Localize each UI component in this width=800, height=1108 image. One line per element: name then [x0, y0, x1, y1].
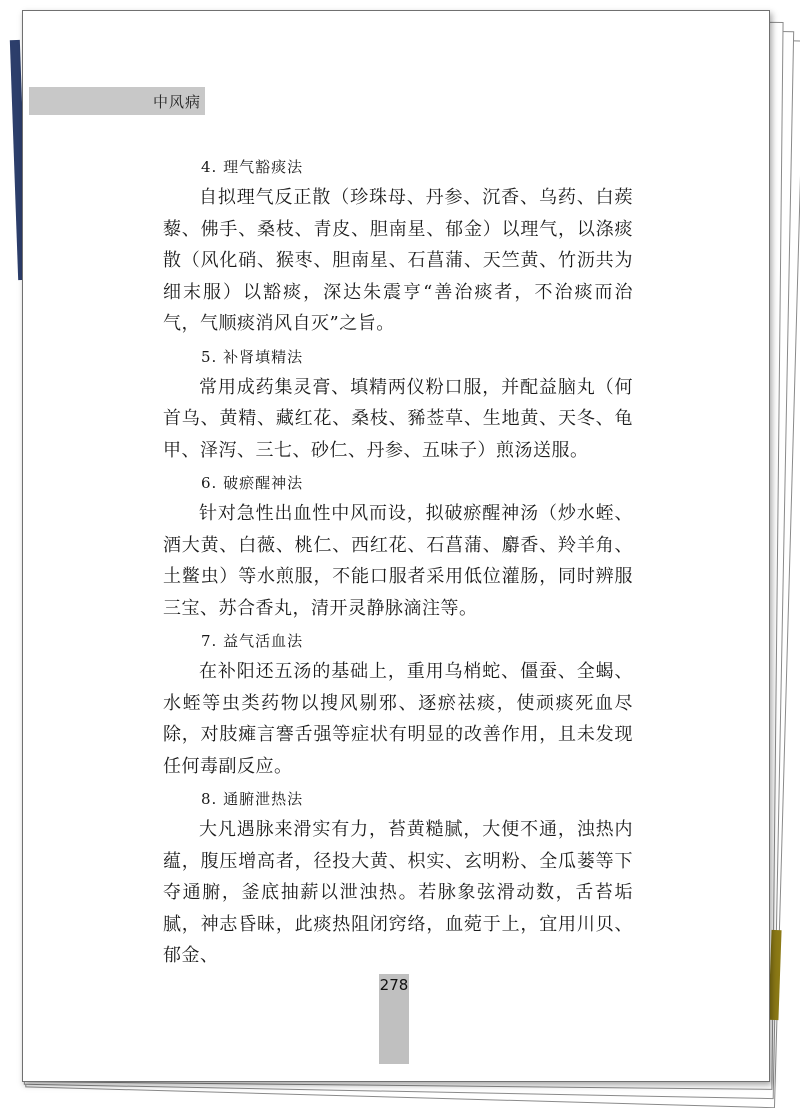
section-heading: 8. 通腑泄热法	[201, 790, 304, 808]
section-heading: 5. 补肾填精法	[201, 347, 304, 366]
chapter-title: 中风病	[152, 93, 201, 111]
section-paragraph: 针对急性出血性中风而设，拟破瘀醒神汤（炒水蛭、酒大黄、白薇、桃仁、西红花、石菖蒲、麝香、羚羊角、土鳖虫）等水煎服，不能口服者采用低位灌肠，同时辨服三宝、苏合香丸，清开灵静脉滴注等。	[163, 503, 633, 619]
page-number-tab	[379, 974, 409, 1064]
section-heading: 7. 益气活血法	[201, 632, 304, 650]
page-number: 278	[379, 976, 409, 994]
section-paragraph: 常用成药集灵膏、填精两仪粉口服，并配益脑丸（何首乌、黄精、藏红花、桑枝、豨莶草、生地黄、天冬、龟甲、泽泻、三七、砂仁、丹参、五味子）煎汤送服。	[163, 376, 633, 461]
section-paragraph: 大凡遇脉来滑实有力，苔黄糙腻，大便不通，浊热内蕴，腹压增高者，径投大黄、枳实、玄明粉、全瓜蒌等下夺通腑，釜底抽薪以泄浊热。若脉象弦滑动数，舌苔垢腻，神志昏昧，此痰热阻闭窍络，血菀于上，宜用川贝、郁金、	[163, 819, 633, 966]
section-paragraph: 自拟理气反正散（珍珠母、丹参、沉香、乌药、白蒺藜、佛手、桑枝、青皮、胆南星、郁金）以理气，以涤痰散（风化硝、猴枣、胆南星、石菖蒲、天竺黄、竹沥共为细末服）以豁痰，深达朱震亨“善治痰者，不治痰而治气，气顺痰消风自灭”之旨。	[163, 187, 633, 334]
section-heading: 4. 理气豁痰法	[201, 158, 304, 176]
page-body	[163, 156, 633, 978]
page-edge-decoration	[768, 930, 781, 1020]
book-page	[22, 10, 770, 1082]
section-paragraph: 在补阳还五汤的基础上，重用乌梢蛇、僵蚕、全蝎、水蛭等虫类药物以搜风剔邪、逐瘀祛痰，使顽痰死血尽除，对肢瘫言謇舌强等症状有明显的改善作用，且未发现任何毒副反应。	[163, 661, 633, 777]
running-header	[29, 87, 205, 115]
section-heading: 6. 破瘀醒神法	[201, 474, 304, 492]
